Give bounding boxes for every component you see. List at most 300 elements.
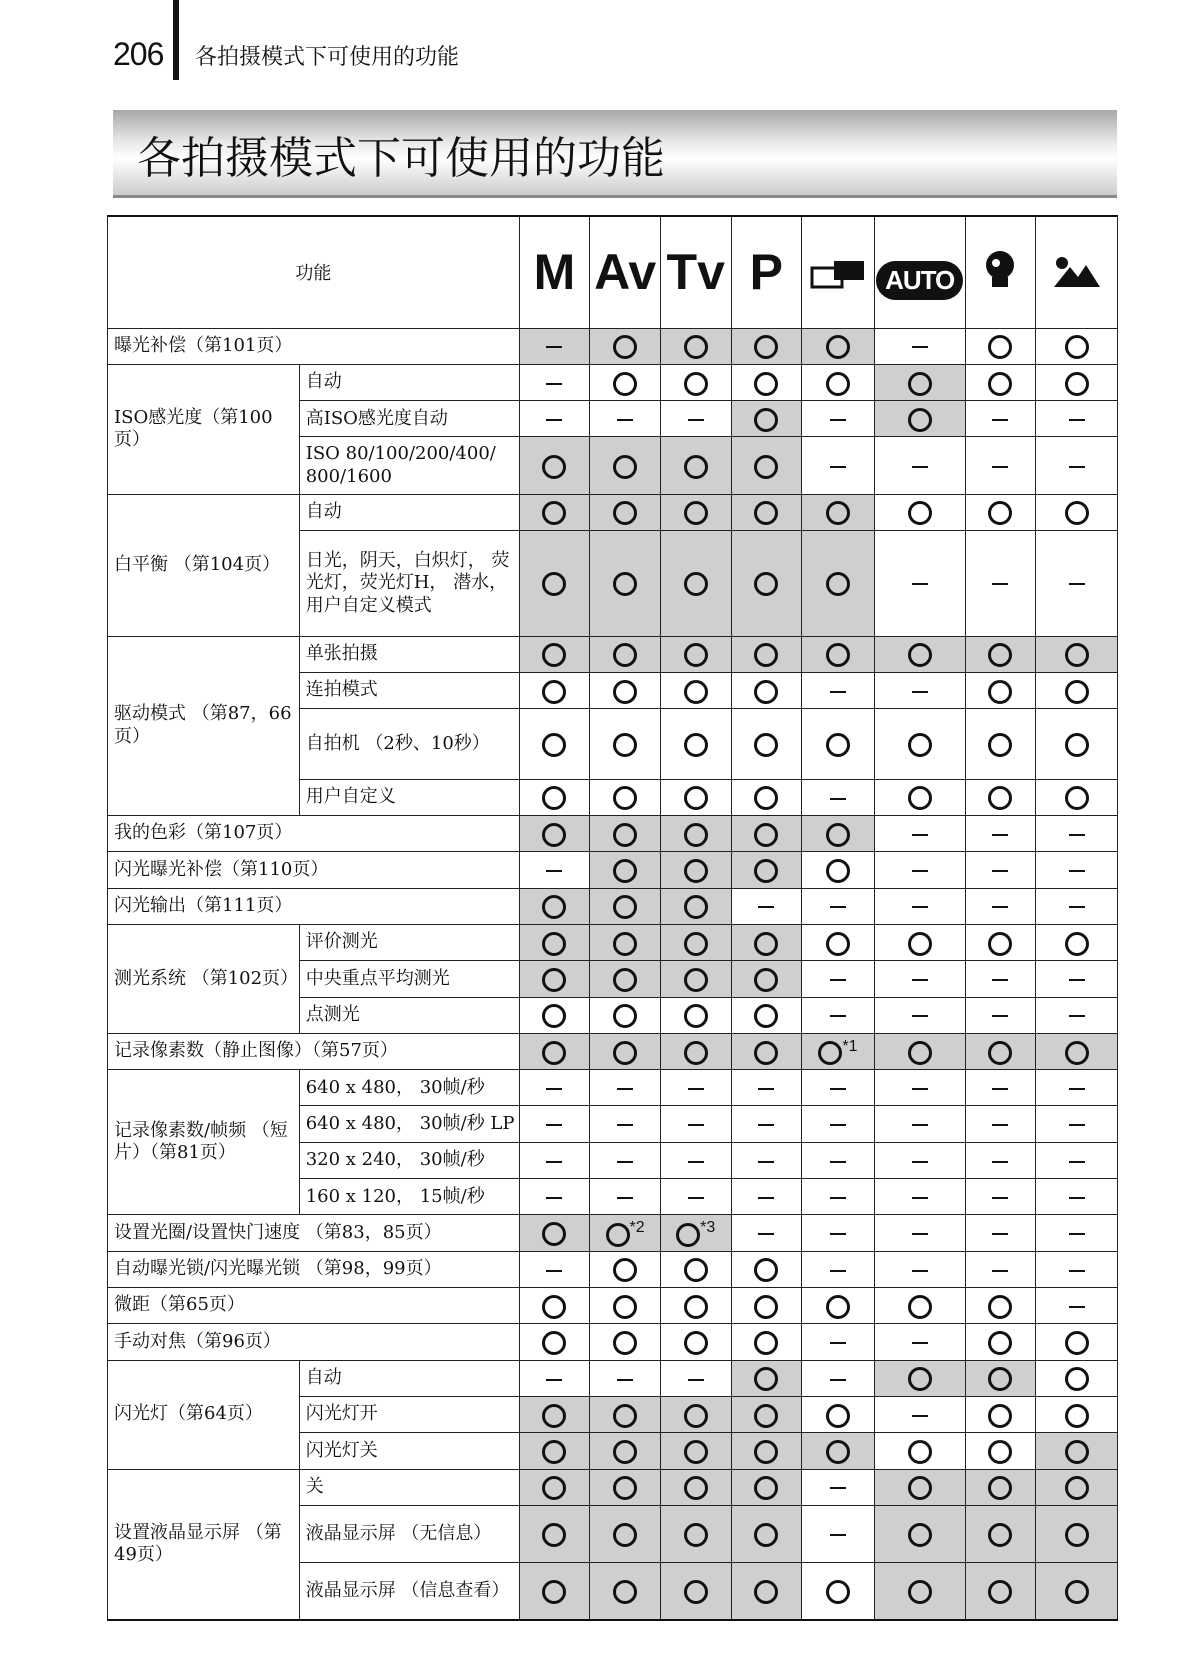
circle-icon bbox=[754, 1295, 778, 1319]
available-mark bbox=[802, 924, 875, 960]
available-mark bbox=[965, 494, 1036, 530]
circle-icon bbox=[826, 733, 850, 757]
feature-option-label: 自动 bbox=[299, 364, 519, 400]
unavailable-mark bbox=[802, 1106, 875, 1142]
available-mark bbox=[731, 997, 802, 1033]
available-mark bbox=[802, 494, 875, 530]
dash-icon bbox=[546, 1197, 562, 1199]
dash-icon bbox=[758, 906, 774, 908]
circle-icon bbox=[542, 932, 566, 956]
unavailable-mark bbox=[802, 1215, 875, 1251]
unavailable-mark bbox=[731, 888, 802, 924]
dash-icon bbox=[912, 1197, 928, 1199]
circle-icon bbox=[988, 372, 1012, 396]
available-mark bbox=[1036, 709, 1118, 779]
circle-icon bbox=[684, 501, 708, 525]
feature-group-label: ISO感光度（第100页） bbox=[108, 364, 300, 494]
available-mark bbox=[519, 1288, 590, 1324]
available-mark bbox=[874, 364, 965, 400]
available-mark bbox=[1036, 1324, 1118, 1360]
circle-icon bbox=[1065, 372, 1089, 396]
available-mark bbox=[519, 1215, 590, 1251]
feature-group-label: 驱动模式 （第87，66页） bbox=[108, 636, 300, 815]
feature-group-label: 微距（第65页） bbox=[108, 1288, 520, 1324]
available-mark bbox=[590, 437, 661, 494]
available-mark bbox=[965, 364, 1036, 400]
unavailable-mark bbox=[590, 1179, 661, 1215]
circle-icon bbox=[684, 1331, 708, 1355]
circle-icon bbox=[908, 1523, 932, 1547]
available-mark bbox=[965, 1396, 1036, 1432]
feature-group-label: 记录像素数（静止图像）（第57页） bbox=[108, 1033, 520, 1069]
unavailable-mark bbox=[1036, 1251, 1118, 1287]
available-mark bbox=[519, 997, 590, 1033]
available-mark bbox=[660, 1033, 731, 1069]
circle-icon bbox=[542, 1004, 566, 1028]
feature-option-label: 单张拍摄 bbox=[299, 636, 519, 672]
dash-icon bbox=[617, 419, 633, 421]
available-mark bbox=[660, 494, 731, 530]
circle-icon bbox=[542, 455, 566, 479]
dash-icon bbox=[617, 1197, 633, 1199]
available-mark bbox=[590, 1396, 661, 1432]
available-mark bbox=[731, 672, 802, 708]
available-mark bbox=[802, 815, 875, 851]
available-mark bbox=[965, 672, 1036, 708]
available-mark bbox=[590, 888, 661, 924]
mode-auto: AUTO bbox=[874, 216, 965, 328]
available-mark bbox=[1036, 1033, 1118, 1069]
feature-option-label: 640 x 480， 30帧/秒 LP bbox=[299, 1106, 519, 1142]
circle-icon bbox=[613, 572, 637, 596]
circle-icon bbox=[754, 733, 778, 757]
circle-icon bbox=[754, 408, 778, 432]
available-mark bbox=[965, 1360, 1036, 1396]
dash-icon bbox=[546, 383, 562, 385]
unavailable-mark bbox=[965, 1106, 1036, 1142]
feature-option-label: 640 x 480， 30帧/秒 bbox=[299, 1070, 519, 1106]
dash-icon bbox=[1069, 1124, 1085, 1126]
unavailable-mark bbox=[874, 437, 965, 494]
dash-icon bbox=[912, 1270, 928, 1272]
dash-icon bbox=[830, 1015, 846, 1017]
footnote-ref: *3 bbox=[700, 1219, 716, 1237]
unavailable-mark bbox=[519, 1106, 590, 1142]
dash-icon bbox=[830, 1233, 846, 1235]
circle-icon bbox=[613, 680, 637, 704]
dash-icon bbox=[758, 1161, 774, 1163]
available-mark bbox=[519, 1396, 590, 1432]
dash-icon bbox=[992, 906, 1008, 908]
table-row bbox=[108, 888, 1118, 924]
feature-option-label: 闪光灯开 bbox=[299, 1396, 519, 1432]
available-mark bbox=[660, 530, 731, 636]
circle-icon bbox=[908, 932, 932, 956]
dash-icon bbox=[992, 1015, 1008, 1017]
dash-icon bbox=[546, 1161, 562, 1163]
circle-icon bbox=[542, 1476, 566, 1500]
circle-icon bbox=[826, 572, 850, 596]
circle-icon bbox=[1065, 1331, 1089, 1355]
available-mark bbox=[519, 961, 590, 997]
feature-group-label: 闪光输出（第111页） bbox=[108, 888, 520, 924]
unavailable-mark bbox=[731, 1179, 802, 1215]
unavailable-mark bbox=[1036, 1142, 1118, 1178]
unavailable-mark bbox=[965, 1179, 1036, 1215]
available-mark bbox=[590, 815, 661, 851]
available-mark bbox=[874, 494, 965, 530]
unavailable-mark bbox=[519, 1142, 590, 1178]
feature-option-label: 中央重点平均测光 bbox=[299, 961, 519, 997]
unavailable-mark bbox=[1036, 852, 1118, 888]
circle-icon bbox=[1065, 1440, 1089, 1464]
dash-icon bbox=[1069, 1306, 1085, 1308]
circle-icon bbox=[684, 1440, 708, 1464]
feature-option-label: 连拍模式 bbox=[299, 672, 519, 708]
available-mark bbox=[874, 1433, 965, 1469]
unavailable-mark bbox=[1036, 1070, 1118, 1106]
dash-icon bbox=[830, 1124, 846, 1126]
circle-icon bbox=[1065, 643, 1089, 667]
circle-icon bbox=[826, 1440, 850, 1464]
feature-option-label: 日光，阴天，白炽灯， 荧光灯，荧光灯H， 潜水，用户自定义模式 bbox=[299, 530, 519, 636]
dash-icon bbox=[992, 834, 1008, 836]
available-mark bbox=[874, 1563, 965, 1620]
unavailable-mark bbox=[1036, 888, 1118, 924]
available-mark bbox=[590, 1433, 661, 1469]
unavailable-mark bbox=[965, 437, 1036, 494]
dash-icon bbox=[1069, 1088, 1085, 1090]
available-mark bbox=[660, 1324, 731, 1360]
available-mark bbox=[731, 437, 802, 494]
circle-icon bbox=[988, 1331, 1012, 1355]
available-mark bbox=[802, 364, 875, 400]
dash-icon bbox=[1069, 870, 1085, 872]
dash-icon bbox=[688, 1088, 704, 1090]
circle-icon bbox=[542, 968, 566, 992]
unavailable-mark bbox=[874, 1324, 965, 1360]
dash-icon bbox=[1069, 466, 1085, 468]
available-mark bbox=[590, 1324, 661, 1360]
available-mark bbox=[802, 852, 875, 888]
circle-icon bbox=[754, 1404, 778, 1428]
available-mark bbox=[519, 1505, 590, 1562]
feature-option-label: 关 bbox=[299, 1469, 519, 1505]
circle-icon bbox=[684, 1258, 708, 1282]
circle-icon bbox=[754, 786, 778, 810]
available-mark bbox=[874, 779, 965, 815]
available-mark bbox=[519, 1433, 590, 1469]
circle-icon bbox=[754, 1523, 778, 1547]
feature-group-label: 设置光圈/设置快门速度 （第83，85页） bbox=[108, 1215, 520, 1251]
available-mark bbox=[1036, 1505, 1118, 1562]
unavailable-mark bbox=[874, 1215, 965, 1251]
available-mark bbox=[731, 815, 802, 851]
available-mark bbox=[660, 364, 731, 400]
unavailable-mark bbox=[1036, 961, 1118, 997]
dash-icon bbox=[1069, 419, 1085, 421]
circle-icon bbox=[908, 786, 932, 810]
dash-icon bbox=[758, 1233, 774, 1235]
dash-icon bbox=[1069, 1233, 1085, 1235]
unavailable-mark bbox=[731, 1142, 802, 1178]
feature-table bbox=[107, 215, 1118, 1621]
circle-icon bbox=[613, 968, 637, 992]
available-mark bbox=[519, 815, 590, 851]
page-number: 206 bbox=[113, 36, 164, 72]
dash-icon bbox=[992, 1161, 1008, 1163]
available-mark bbox=[590, 494, 661, 530]
unavailable-mark bbox=[874, 1251, 965, 1287]
dash-icon bbox=[830, 1379, 846, 1381]
table-row bbox=[108, 636, 1118, 672]
unavailable-mark bbox=[802, 1070, 875, 1106]
table-row bbox=[108, 1469, 1118, 1505]
circle-icon bbox=[684, 968, 708, 992]
feature-group-label: 闪光曝光补偿（第110页） bbox=[108, 852, 520, 888]
running-title: 各拍摄模式下可使用的功能 bbox=[195, 45, 460, 70]
available-mark bbox=[965, 1469, 1036, 1505]
circle-icon bbox=[684, 932, 708, 956]
available-mark bbox=[965, 1324, 1036, 1360]
available-mark bbox=[660, 437, 731, 494]
circle-icon bbox=[1065, 733, 1089, 757]
dash-icon bbox=[992, 1233, 1008, 1235]
circle-icon bbox=[676, 1223, 700, 1247]
dash-icon bbox=[992, 1270, 1008, 1272]
available-mark bbox=[1036, 779, 1118, 815]
available-mark bbox=[660, 888, 731, 924]
dash-icon bbox=[912, 834, 928, 836]
available-mark bbox=[660, 815, 731, 851]
table-row bbox=[108, 852, 1118, 888]
circle-icon bbox=[988, 335, 1012, 359]
circle-icon bbox=[754, 859, 778, 883]
unavailable-mark bbox=[874, 961, 965, 997]
circle-icon bbox=[613, 733, 637, 757]
feature-option-label: 320 x 240， 30帧/秒 bbox=[299, 1142, 519, 1178]
available-mark bbox=[731, 1396, 802, 1432]
circle-icon bbox=[542, 643, 566, 667]
available-mark bbox=[1036, 1396, 1118, 1432]
circle-icon bbox=[542, 823, 566, 847]
available-mark bbox=[660, 1433, 731, 1469]
circle-icon bbox=[754, 968, 778, 992]
unavailable-mark bbox=[874, 852, 965, 888]
available-mark bbox=[965, 1505, 1036, 1562]
circle-icon bbox=[684, 1580, 708, 1604]
circle-icon bbox=[908, 1440, 932, 1464]
available-mark bbox=[731, 401, 802, 437]
unavailable-mark bbox=[1036, 997, 1118, 1033]
available-mark bbox=[660, 997, 731, 1033]
available-mark bbox=[660, 1251, 731, 1287]
available-mark bbox=[660, 961, 731, 997]
circle-icon bbox=[613, 1523, 637, 1547]
table-row bbox=[108, 494, 1118, 530]
circle-icon bbox=[988, 1404, 1012, 1428]
available-mark bbox=[1036, 1563, 1118, 1620]
table-row bbox=[108, 1215, 1118, 1251]
circle-icon bbox=[542, 1440, 566, 1464]
available-mark bbox=[965, 1288, 1036, 1324]
unavailable-mark bbox=[519, 1251, 590, 1287]
circle-icon bbox=[684, 1295, 708, 1319]
unavailable-mark bbox=[590, 1106, 661, 1142]
available-mark bbox=[590, 1033, 661, 1069]
dash-icon bbox=[546, 1270, 562, 1272]
circle-icon bbox=[613, 372, 637, 396]
circle-icon bbox=[613, 455, 637, 479]
available-mark bbox=[965, 1033, 1036, 1069]
unavailable-mark bbox=[965, 852, 1036, 888]
available-mark bbox=[519, 924, 590, 960]
unavailable-mark bbox=[802, 779, 875, 815]
feature-option-label: 液晶显示屏 （信息查看） bbox=[299, 1563, 519, 1620]
unavailable-mark bbox=[802, 1505, 875, 1562]
circle-icon bbox=[684, 1523, 708, 1547]
unavailable-mark bbox=[965, 815, 1036, 851]
unavailable-mark bbox=[802, 1324, 875, 1360]
circle-icon bbox=[542, 501, 566, 525]
circle-icon bbox=[908, 643, 932, 667]
circle-icon bbox=[613, 1580, 637, 1604]
unavailable-mark bbox=[874, 815, 965, 851]
dash-icon bbox=[688, 1124, 704, 1126]
available-mark bbox=[965, 924, 1036, 960]
unavailable-mark bbox=[660, 1142, 731, 1178]
table-row bbox=[108, 1251, 1118, 1287]
circle-icon bbox=[1065, 1476, 1089, 1500]
circle-icon bbox=[684, 895, 708, 919]
unavailable-mark bbox=[802, 961, 875, 997]
available-mark bbox=[731, 1360, 802, 1396]
available-mark bbox=[965, 636, 1036, 672]
available-mark bbox=[874, 636, 965, 672]
unavailable-mark bbox=[519, 1070, 590, 1106]
dash-icon bbox=[617, 1379, 633, 1381]
available-mark bbox=[1036, 924, 1118, 960]
dash-icon bbox=[830, 1270, 846, 1272]
circle-icon bbox=[988, 680, 1012, 704]
circle-icon bbox=[908, 372, 932, 396]
circle-icon bbox=[754, 823, 778, 847]
available-mark bbox=[519, 779, 590, 815]
unavailable-mark bbox=[590, 1142, 661, 1178]
available-mark bbox=[519, 636, 590, 672]
circle-icon bbox=[613, 859, 637, 883]
circle-icon bbox=[613, 1440, 637, 1464]
circle-icon bbox=[754, 372, 778, 396]
header-divider bbox=[173, 0, 179, 80]
available-mark bbox=[590, 1469, 661, 1505]
circle-icon bbox=[684, 1004, 708, 1028]
dash-icon bbox=[830, 1342, 846, 1344]
circle-icon bbox=[908, 733, 932, 757]
circle-icon bbox=[826, 859, 850, 883]
circle-icon bbox=[542, 786, 566, 810]
circle-icon bbox=[684, 643, 708, 667]
available-mark bbox=[1036, 494, 1118, 530]
available-mark bbox=[731, 709, 802, 779]
dash-icon bbox=[546, 1124, 562, 1126]
available-mark bbox=[660, 852, 731, 888]
available-mark bbox=[965, 1563, 1036, 1620]
circle-icon bbox=[684, 786, 708, 810]
circle-icon bbox=[826, 501, 850, 525]
unavailable-mark bbox=[1036, 1215, 1118, 1251]
available-mark bbox=[731, 924, 802, 960]
feature-group-label: 我的色彩（第107页） bbox=[108, 815, 520, 851]
dash-icon bbox=[830, 1088, 846, 1090]
unavailable-mark bbox=[802, 997, 875, 1033]
available-mark bbox=[660, 328, 731, 364]
circle-icon bbox=[1065, 1523, 1089, 1547]
circle-icon bbox=[988, 1580, 1012, 1604]
feature-group-label: 曝光补偿（第101页） bbox=[108, 328, 520, 364]
mode-p: P bbox=[731, 216, 802, 328]
unavailable-mark bbox=[965, 530, 1036, 636]
circle-icon bbox=[988, 786, 1012, 810]
dash-icon bbox=[992, 419, 1008, 421]
feature-option-label: 点测光 bbox=[299, 997, 519, 1033]
section-banner bbox=[113, 110, 1117, 198]
dash-icon bbox=[992, 1088, 1008, 1090]
available-mark bbox=[660, 1505, 731, 1562]
feature-option-label: ISO 80/100/200/400/ 800/1600 bbox=[299, 437, 519, 494]
available-mark bbox=[874, 401, 965, 437]
circle-icon bbox=[684, 859, 708, 883]
circle-icon bbox=[542, 572, 566, 596]
available-mark bbox=[590, 530, 661, 636]
unavailable-mark bbox=[660, 1360, 731, 1396]
circle-icon bbox=[908, 1295, 932, 1319]
feature-option-label: 160 x 120， 15帧/秒 bbox=[299, 1179, 519, 1215]
unavailable-mark bbox=[1036, 530, 1118, 636]
feature-option-label: 评价测光 bbox=[299, 924, 519, 960]
circle-icon bbox=[754, 1004, 778, 1028]
available-mark bbox=[590, 328, 661, 364]
dash-icon bbox=[830, 691, 846, 693]
circle-icon bbox=[754, 680, 778, 704]
feature-option-label: 闪光灯关 bbox=[299, 1433, 519, 1469]
available-mark bbox=[519, 437, 590, 494]
unavailable-mark bbox=[660, 1179, 731, 1215]
circle-icon bbox=[542, 1041, 566, 1065]
available-mark bbox=[731, 1469, 802, 1505]
dash-icon bbox=[688, 1197, 704, 1199]
available-mark bbox=[590, 997, 661, 1033]
unavailable-mark bbox=[731, 1106, 802, 1142]
unavailable-mark bbox=[802, 1360, 875, 1396]
circle-icon bbox=[542, 1222, 566, 1246]
available-mark bbox=[660, 709, 731, 779]
circle-icon bbox=[542, 895, 566, 919]
circle-icon bbox=[826, 335, 850, 359]
available-mark bbox=[590, 364, 661, 400]
unavailable-mark bbox=[874, 1179, 965, 1215]
available-mark bbox=[731, 364, 802, 400]
table-row bbox=[108, 1288, 1118, 1324]
dash-icon bbox=[830, 979, 846, 981]
unavailable-mark bbox=[802, 888, 875, 924]
available-mark bbox=[590, 924, 661, 960]
circle-icon bbox=[613, 932, 637, 956]
mode-portrait-icon bbox=[965, 216, 1036, 328]
dash-icon bbox=[912, 1161, 928, 1163]
circle-icon bbox=[613, 1404, 637, 1428]
circle-icon bbox=[754, 932, 778, 956]
